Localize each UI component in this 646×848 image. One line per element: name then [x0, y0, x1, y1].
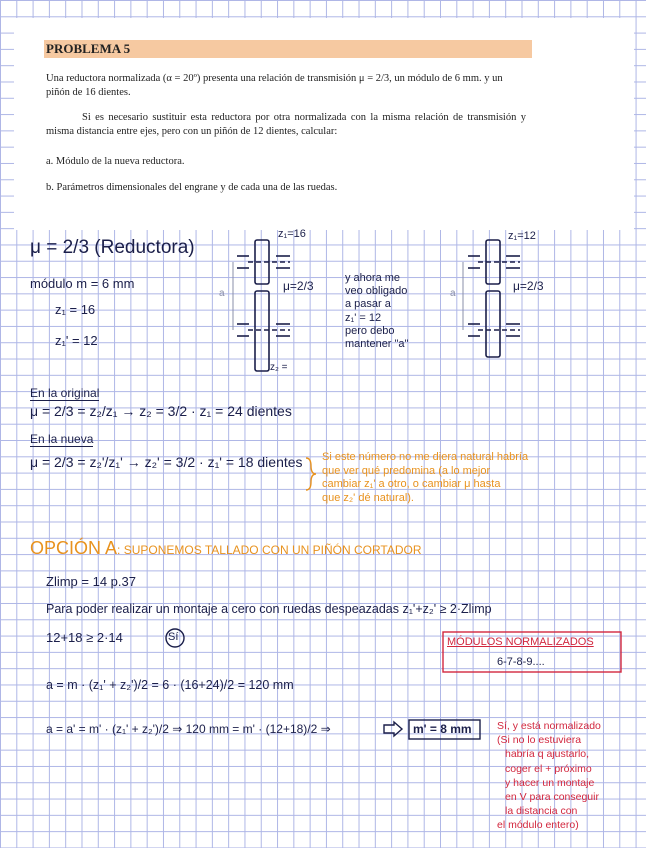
original-equation: μ = 2/3 = z₂/z₁ → z₂ = 3/2 · z₁ = 24 dientes	[30, 403, 292, 419]
red-note-line: el módulo entero)	[497, 819, 579, 832]
modulo-line: módulo m = 6 mm	[30, 276, 135, 291]
diagram2-mu-label: μ=2/3	[513, 279, 544, 293]
opcion-a-text: : SUPONEMOS TALLADO CON UN PIÑÓN CORTADOR	[117, 543, 422, 557]
check-line: 12+18 ≥ 2·14	[46, 630, 123, 645]
opcion-a-title: OPCIÓN A	[30, 538, 118, 558]
middle-note-line: pero debo	[345, 324, 395, 337]
diagram2-a-label: a	[450, 288, 456, 299]
a-equation: a = m · (z₁' + z₂')/2 = 6 · (16+24)/2 = 120 mm	[46, 678, 294, 692]
zlim-line: Zlimp = 14 p.37	[46, 574, 136, 589]
red-note	[497, 719, 601, 833]
modulos-values: 6-7-8-9....	[497, 656, 545, 668]
gear-z2-diagram2	[486, 291, 500, 357]
middle-note-line: mantener "a"	[345, 338, 409, 351]
orange-note-line: Si este número no me diera natural habría	[322, 451, 529, 463]
diagram1-bottom-label: z₂ =	[270, 362, 288, 373]
gear-z2-diagram1	[255, 291, 269, 371]
implies-arrow	[384, 722, 402, 736]
middle-note-line: a pasar a	[345, 298, 391, 311]
red-note-line: habría q ajustarlo,	[505, 748, 590, 761]
nueva-equation: μ = 2/3 = z₂'/z₁' → z₂' = 3/2 · z₁' = 18 dientes	[30, 454, 303, 470]
z1-line: z₁ = 16	[55, 302, 96, 317]
z1p-line: z₁' = 12	[55, 333, 98, 348]
diagram2-top-label: z₁=12	[508, 230, 536, 242]
middle-note-line: z₁' = 12	[345, 311, 382, 324]
middle-note-line: y ahora me	[345, 272, 401, 284]
problem-title: PROBLEMA 5	[44, 40, 532, 58]
diagram1-mu-label: μ=2/3	[283, 279, 314, 293]
orange-note-line: que ver qué predomina (a lo mejor	[322, 464, 491, 477]
a2-equation: a = a' = m' · (z₁' + z₂')/2 ⇒ 120 mm = m' · (12+18)/2 ⇒	[46, 722, 331, 736]
nueva-heading: En la nueva	[30, 432, 94, 446]
problem-item-b: b. Parámetros dimensionales del engrane y de cada una de las ruedas.	[46, 182, 338, 193]
orange-note-line: que z₂' dé natural).	[322, 491, 414, 504]
module-result: m' = 8 mm	[413, 722, 472, 736]
para-line: Para poder realizar un montaje a cero con ruedas despeazadas z₁'+z₂' ≥ 2·Zlimp	[46, 602, 492, 616]
middle-note	[345, 272, 455, 351]
red-note-line: y hacer un montaje	[505, 776, 595, 789]
problem-item-a: a. Módulo de la nueva reductora.	[46, 156, 185, 167]
mu-line: μ = 2/3 (Reductora)	[30, 237, 195, 258]
problem-paragraph-2: Si es necesario sustituir esta reductora por otra normalizada con la misma relación de transmisión y misma distancia entre ejes, pero con un piñón de 12 dientes, calcular:	[46, 112, 526, 137]
modulos-title: MÓDULOS NORMALIZADOS	[447, 636, 594, 648]
orange-note-line: cambiar z₁' a otro, o cambiar μ hasta	[322, 478, 501, 490]
orange-brace	[306, 458, 316, 490]
check-answer: Sí	[168, 631, 179, 643]
red-note-line: la distancia con	[505, 805, 578, 818]
red-note-line: Sí, y está normalizado	[497, 720, 601, 732]
orange-note	[322, 451, 528, 505]
diagram1-a-label: a	[219, 288, 225, 299]
problem-paragraph-1: Una reductora normalizada (α = 20º) presenta una relación de transmisión μ = 2/3, un módulo de 6 mm. y un piñón de 16 dientes.	[46, 73, 503, 98]
middle-note-line: veo obligado	[345, 285, 408, 298]
opcion-a-heading	[30, 538, 422, 559]
original-heading: En la original	[30, 386, 100, 400]
red-note-line: en V para conseguir	[505, 791, 599, 804]
red-note-line: (Si no lo estuviera	[497, 734, 582, 747]
diagram1-top-label: z₁=16	[278, 228, 306, 240]
red-note-line: coger el + próximo	[505, 762, 592, 775]
